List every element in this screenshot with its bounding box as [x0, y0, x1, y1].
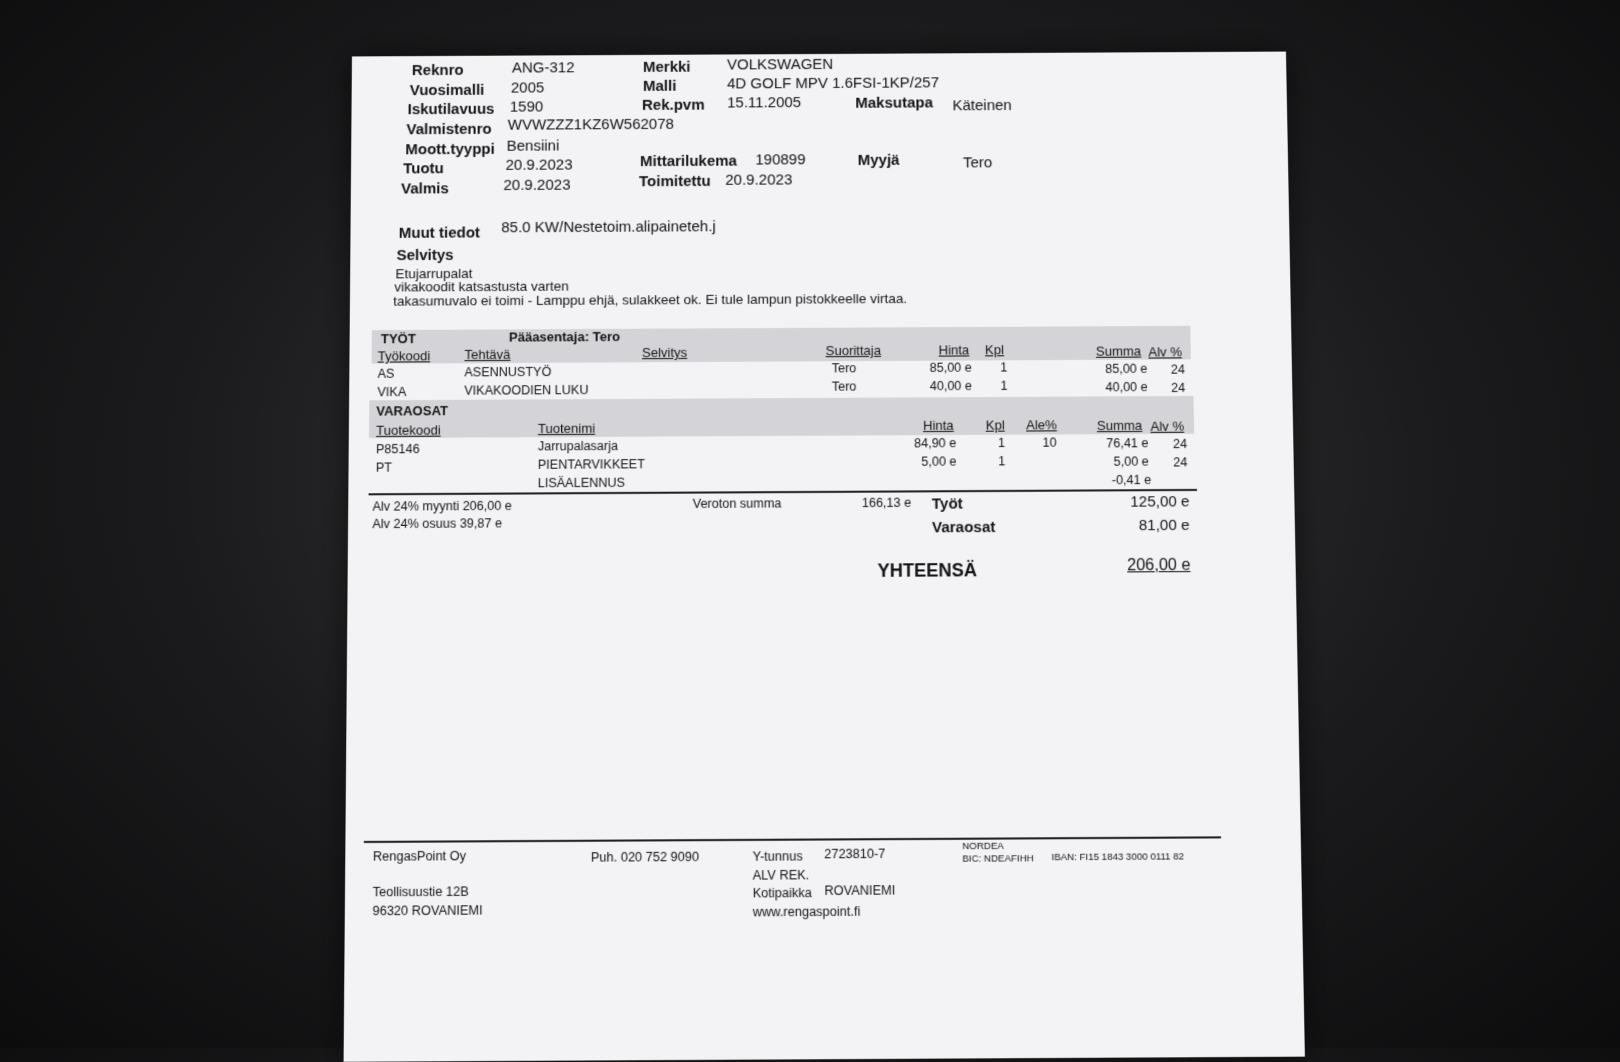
merkki-value: VOLKSWAGEN	[727, 55, 834, 74]
yhteensa-value: 206,00 e	[1127, 556, 1191, 575]
tyot-row-summa: 40,00 e	[1105, 379, 1148, 395]
varaosa-row-nimi: LISÄALENNUS	[537, 475, 625, 491]
muut-tiedot-label: Muut tiedot	[398, 224, 481, 242]
tyot-row-hinta: 85,00 e	[929, 360, 972, 375]
tyot-row-hinta: 40,00 e	[929, 378, 972, 394]
footer-divider	[364, 836, 1221, 843]
bank-name: NORDEA	[962, 840, 1004, 853]
kotipaikka-label: Kotipaikka	[752, 885, 812, 901]
selvitys-line: vikakoodit katsastusta varten	[394, 278, 569, 295]
tyot-row-summa: 85,00 e	[1105, 361, 1148, 377]
company-phone: Puh. 020 752 9090	[590, 849, 700, 865]
varaosa-row-nimi: PIENTARVIKKEET	[537, 457, 645, 472]
tuotu-value: 20.9.2023	[505, 156, 573, 174]
varaosa-row-kpl: 1	[998, 454, 1006, 469]
malli-value: 4D GOLF MPV 1.6FSI-1KP/257	[727, 74, 940, 93]
toimitettu-label: Toimitettu	[638, 172, 711, 191]
rekpvm-label: Rek.pvm	[642, 96, 705, 114]
tyot-row-kpl: 1	[1000, 360, 1008, 375]
rekpvm-value: 15.11.2005	[727, 94, 802, 112]
varaosa-row-alv: 24	[1172, 436, 1188, 452]
kotipaikka-value: ROVANIEMI	[824, 883, 896, 899]
varaosat-total-label: Varaosat	[931, 518, 996, 537]
col-alv: Alv %	[1148, 344, 1183, 360]
tyot-row-alv: 24	[1170, 362, 1185, 377]
col-hinta: Hinta	[938, 342, 970, 358]
mittari-value: 190899	[755, 151, 806, 169]
valmis-value: 20.9.2023	[503, 176, 571, 195]
maksutapa-value: Käteinen	[952, 96, 1012, 115]
moott-value: Bensiini	[506, 137, 560, 155]
alv-myynti: Alv 24% myynti 206,00 e	[372, 498, 512, 514]
tyot-title: TYÖT	[380, 330, 416, 347]
myyja-value: Tero	[962, 154, 993, 172]
varaosa-row-koodi: PT	[375, 460, 393, 475]
invoice-paper	[344, 52, 1305, 1062]
varaosa-row-summa: 5,00 e	[1113, 454, 1149, 469]
varaosat-total-value: 81,00 e	[1138, 516, 1190, 535]
bank-bic: BIC: NDEAFIHH	[962, 853, 1034, 865]
tyot-row-tehtava: VIKAKOODIEN LUKU	[464, 382, 589, 398]
tyot-row-koodi: VIKA	[377, 384, 407, 400]
col-tuotekoodi: Tuotekoodi	[376, 422, 441, 439]
maksutapa-label: Maksutapa	[855, 94, 934, 112]
moott-label: Moott.tyyppi	[405, 140, 495, 159]
col-ale: Ale%	[1026, 417, 1057, 433]
selvitys-line: Etujarrupalat	[395, 265, 473, 282]
col-tuotenimi: Tuotenimi	[537, 420, 596, 437]
paaasentaja: Pääasentaja: Tero	[508, 328, 621, 345]
varaosa-row-nimi: Jarrupalasarja	[537, 438, 618, 454]
company-street: Teollisuustie 12B	[372, 884, 469, 900]
merkki-label: Merkki	[642, 58, 691, 76]
company-city: 96320 ROVANIEMI	[372, 903, 483, 919]
muut-tiedot-value: 85.0 KW/Nestetoim.alipaineteh.j	[501, 218, 716, 237]
iskutilavuus-label: Iskutilavuus	[407, 100, 495, 119]
website: www.rengaspoint.fi	[752, 904, 861, 920]
yhteensa-label: YHTEENSÄ	[877, 559, 978, 581]
col-v-summa: Summa	[1096, 417, 1143, 434]
vuosimalli-value: 2005	[510, 79, 545, 97]
col-v-hinta: Hinta	[922, 417, 954, 434]
col-kpl: Kpl	[984, 342, 1004, 358]
reknro-value: ANG-312	[511, 59, 575, 77]
alv-osuus: Alv 24% osuus 39,87 e	[372, 516, 503, 532]
varaosa-row-summa: -0,41 e	[1111, 472, 1152, 488]
toimitettu-value: 20.9.2023	[725, 171, 793, 189]
varaosa-row-summa: 76,41 e	[1106, 435, 1149, 451]
varaosa-row-ale: 10	[1042, 435, 1057, 450]
valmistenro-label: Valmistenro	[406, 120, 492, 139]
col-v-alv: Alv %	[1150, 418, 1185, 434]
company-name: RengasPoint Oy	[372, 848, 467, 864]
valmis-label: Valmis	[401, 180, 449, 198]
tyot-total-value: 125,00 e	[1130, 493, 1190, 511]
varaosa-row-hinta: 5,00 e	[921, 454, 957, 469]
tyot-row-tehtava: ASENNUSTYÖ	[464, 364, 552, 380]
totals-divider	[369, 489, 1197, 495]
col-suorittaja: Suorittaja	[825, 342, 882, 359]
veroton-value: 166,13 e	[861, 495, 912, 511]
varaosa-row-koodi: P85146	[375, 441, 420, 457]
col-selvitys: Selvitys	[642, 344, 688, 361]
varaosat-header-band	[369, 396, 1194, 438]
col-summa: Summa	[1095, 343, 1142, 359]
selvitys-label: Selvitys	[396, 246, 454, 265]
col-tehtava: Tehtävä	[464, 346, 511, 363]
ytunnus-value: 2723810-7	[824, 846, 886, 862]
varaosa-row-alv: 24	[1173, 455, 1188, 470]
tyot-row-suorittaja: Tero	[831, 379, 857, 394]
ytunnus-label: Y-tunnus	[752, 849, 803, 864]
col-v-kpl: Kpl	[985, 417, 1005, 433]
iskutilavuus-value: 1590	[509, 98, 544, 116]
alv-rek: ALV REK.	[752, 867, 810, 883]
myyja-label: Myyjä	[857, 151, 900, 170]
veroton-label: Veroton summa	[692, 496, 782, 512]
varaosat-title: VARAOSAT	[376, 402, 449, 419]
tyot-row-alv: 24	[1171, 380, 1186, 396]
tyot-total-label: Työt	[931, 495, 963, 513]
varaosa-row-hinta: 84,90 e	[914, 435, 957, 451]
mittari-label: Mittarilukema	[640, 152, 738, 171]
vuosimalli-label: Vuosimalli	[409, 81, 485, 100]
tuotu-label: Tuotu	[403, 160, 444, 178]
tyot-row-kpl: 1	[1000, 378, 1008, 393]
tyot-row-koodi: AS	[377, 366, 395, 381]
reknro-label: Reknro	[411, 61, 464, 80]
col-tyokoodi: Työkoodi	[377, 348, 431, 364]
malli-label: Malli	[643, 77, 677, 95]
bank-iban: IBAN: FI15 1843 3000 0111 82	[1051, 851, 1185, 864]
varaosa-row-kpl: 1	[997, 435, 1006, 451]
selvitys-line: takasumuvalo ei toimi - Lamppu ehjä, sulakkeet ok. Ei tule lampun pistokkeelle virtaa.	[393, 290, 908, 309]
tyot-row-suorittaja: Tero	[831, 361, 857, 376]
valmistenro-value: WVWZZZ1KZ6W562078	[507, 115, 674, 134]
